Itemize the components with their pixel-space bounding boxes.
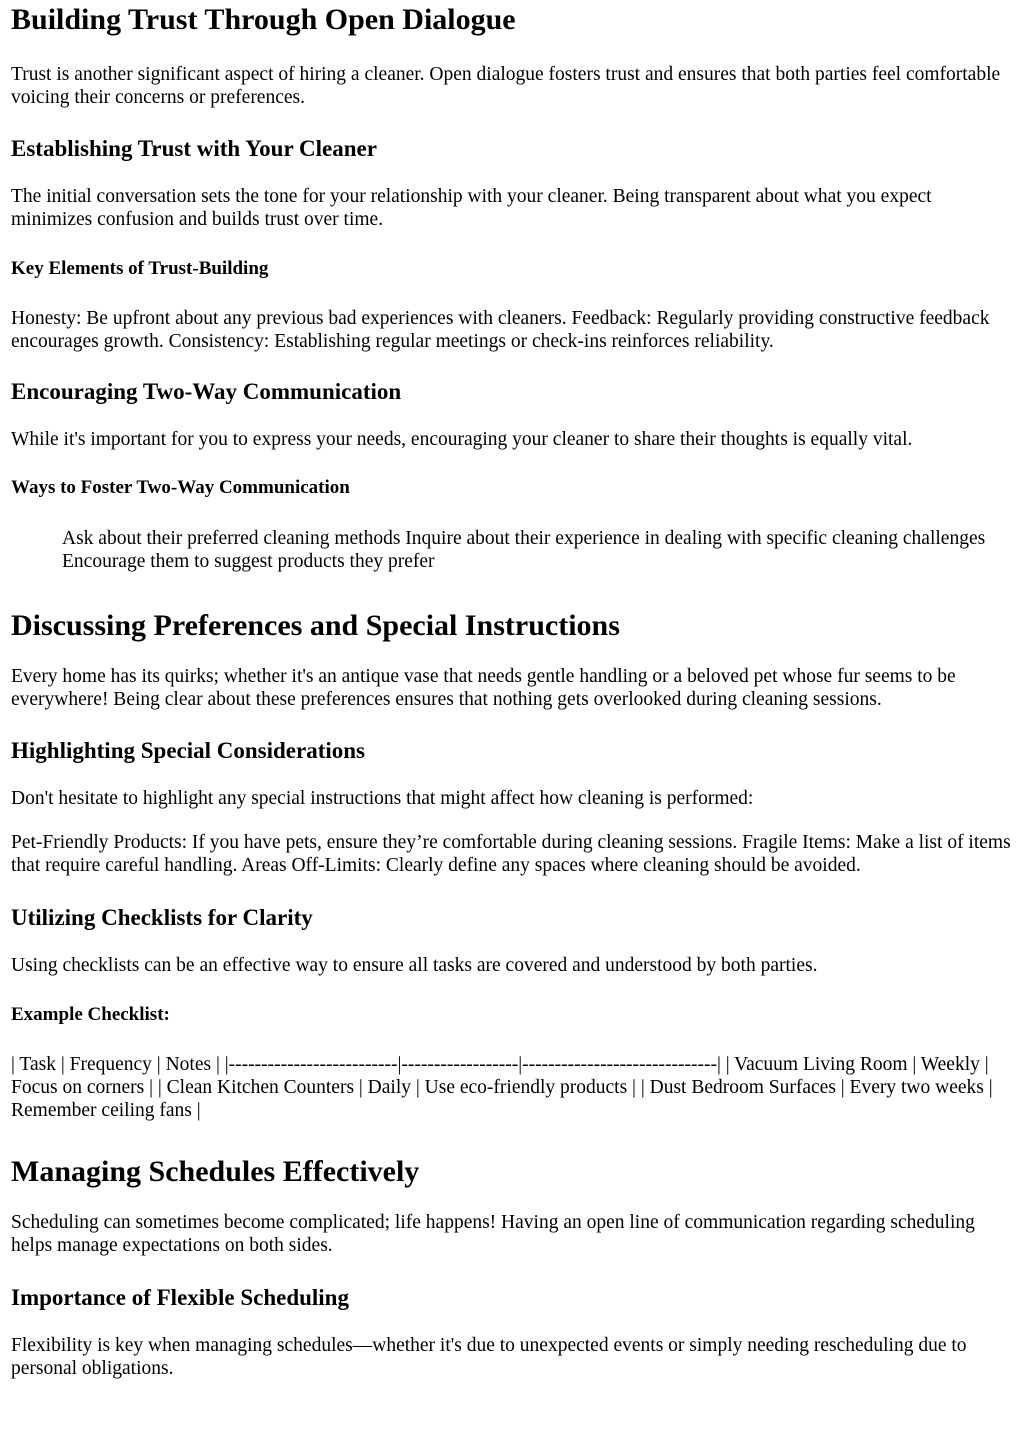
establishing-trust-paragraph: The initial conversation sets the tone for your relationship with your cleaner. Being transparent about what you expect minimizes confusion and builds trust over time.: [11, 186, 932, 230]
subheading-establishing-trust: Establishing Trust with Your Cleaner: [11, 136, 377, 161]
subsubheading-key-elements: Key Elements of Trust-Building: [11, 258, 269, 279]
section-heading-trust: Building Trust Through Open Dialogue: [11, 3, 516, 36]
subheading-flexible-scheduling: Importance of Flexible Scheduling: [11, 1285, 349, 1310]
preferences-intro-paragraph: Every home has its quirks; whether it's an antique vase that needs gentle handling or a beloved pet whose fur seems to be everywhere! Being clear about these preferences ensures that nothing gets overlooked during cleaning sessions.: [11, 666, 956, 710]
subsubheading-ways-to-foster: Ways to Foster Two-Way Communication: [11, 477, 350, 498]
subheading-two-way-communication: Encouraging Two-Way Communication: [11, 379, 402, 404]
key-elements-paragraph: Honesty: Be upfront about any previous bad experiences with cleaners. Feedback: Regularly providing constructive feedback encourages growth. Consistency: Establishing regular meetings or check-ins reinforces reliability.: [11, 308, 990, 352]
flexible-scheduling-paragraph: Flexibility is key when managing schedules—whether it's due to unexpected events or simply needing rescheduling due to personal obligations.: [11, 1335, 967, 1379]
section-heading-schedules: Managing Schedules Effectively: [11, 1155, 420, 1188]
section-heading-preferences: Discussing Preferences and Special Instructions: [11, 609, 620, 642]
trust-intro-paragraph: Trust is another significant aspect of hiring a cleaner. Open dialogue fosters trust and ensures that both parties feel comfortable voicing their concerns or preferences.: [11, 64, 1001, 108]
checklists-paragraph: Using checklists can be an effective way to ensure all tasks are covered and understood by both parties.: [11, 955, 818, 976]
example-checklist-text: | Task | Frequency | Notes | |--------------------------|------------------|------------------------------| | Vacuum Living Room | Weekly | Focus on corners | | Clean Kitchen Counters | Daily | Use eco-friendly products | | Dust Bedroom Surfaces | Every two weeks | Remember ceiling fans |: [11, 1054, 993, 1121]
subsubheading-example-checklist: Example Checklist:: [11, 1004, 170, 1025]
subheading-checklists: Utilizing Checklists for Clarity: [11, 905, 313, 930]
schedules-intro-paragraph: Scheduling can sometimes become complicated; life happens! Having an open line of communication regarding scheduling helps manage expectations on both sides.: [11, 1212, 975, 1256]
subheading-special-considerations: Highlighting Special Considerations: [11, 738, 366, 763]
ways-to-foster-blockquote: Ask about their preferred cleaning methods Inquire about their experience in dealing with specific cleaning challenges Encourage them to suggest products they prefer: [62, 528, 986, 572]
two-way-communication-paragraph: While it's important for you to express your needs, encouraging your cleaner to share their thoughts is equally vital.: [11, 429, 913, 450]
special-considerations-intro: Don't hesitate to highlight any special instructions that might affect how cleaning is performed:: [11, 788, 754, 809]
special-considerations-items: Pet-Friendly Products: If you have pets, ensure they’re comfortable during cleaning sessions. Fragile Items: Make a list of items that require careful handling. Areas Off-Limits: Clearly define any spaces where cleaning should be avoided.: [11, 832, 1011, 876]
